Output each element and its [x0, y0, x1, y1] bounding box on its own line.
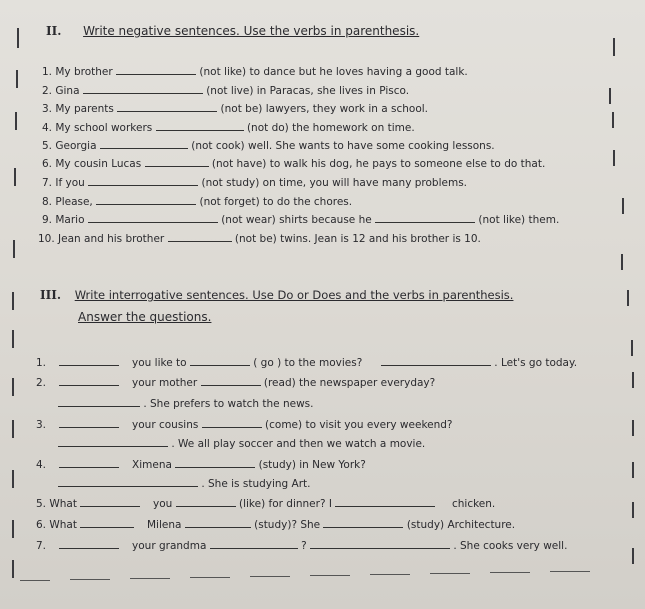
answer-blank[interactable]	[175, 457, 255, 468]
bottom-border-dash	[70, 579, 110, 580]
margin-mark	[14, 168, 16, 186]
answer-blank[interactable]	[96, 194, 196, 205]
margin-mark	[632, 548, 634, 564]
answer-blank[interactable]	[335, 496, 435, 507]
answer-blank[interactable]	[59, 375, 119, 386]
exercise-2-item-10: 10. Jean and his brother (not be) twins. Jean is 12 and his brother is 10.	[38, 233, 481, 245]
answer-blank[interactable]	[83, 83, 203, 94]
margin-mark	[12, 560, 14, 578]
margin-mark	[13, 240, 15, 258]
exercise-3-item-1: 1. you like to ( go ) to the movies? . Let's go today.	[36, 357, 578, 369]
margin-mark	[16, 70, 18, 88]
bottom-border-dash	[130, 578, 170, 579]
exercise-3-item-3-answer: . We all play soccer and then we watch a movie.	[58, 436, 425, 451]
section-2-numeral: II.	[46, 24, 62, 38]
exercise-3-item-4-answer: . She is studying Art.	[58, 476, 311, 491]
exercise-2-item-1: 1. My brother (not like) to dance but he loves having a good talk.	[42, 66, 468, 78]
answer-blank[interactable]	[210, 538, 298, 549]
margin-mark	[609, 88, 611, 104]
answer-blank[interactable]	[58, 396, 140, 407]
bottom-border-dash	[20, 580, 50, 581]
answer-blank[interactable]	[375, 212, 475, 223]
answer-blank[interactable]	[59, 538, 119, 549]
margin-mark	[12, 378, 14, 396]
exercise-2-item-7: 7. If you (not study) on time, you will have many problems.	[42, 177, 467, 189]
exercise-2-item-4: 4. My school workers (not do) the homework on time.	[42, 122, 415, 134]
margin-mark	[613, 38, 615, 56]
answer-blank[interactable]	[59, 417, 119, 428]
answer-blank[interactable]	[80, 496, 140, 507]
bottom-border-dash	[490, 572, 530, 573]
bottom-border-dash	[550, 571, 590, 572]
margin-mark	[612, 112, 614, 128]
answer-blank[interactable]	[201, 375, 261, 386]
exercise-3-item-2: 2. your mother (read) the newspaper everyday?	[36, 377, 436, 389]
margin-mark	[12, 520, 14, 538]
margin-mark	[631, 340, 633, 356]
section-3-instruction-2: Answer the questions.	[78, 310, 212, 324]
answer-blank[interactable]	[185, 517, 251, 528]
bottom-border-dash	[430, 573, 470, 574]
margin-mark	[12, 292, 14, 310]
answer-blank[interactable]	[58, 436, 168, 447]
exercise-3-item-5: 5. What you (like) for dinner? I chicken.	[36, 498, 496, 510]
margin-mark	[622, 198, 624, 214]
margin-mark	[15, 112, 17, 130]
margin-mark	[621, 254, 623, 270]
answer-blank[interactable]	[88, 175, 198, 186]
margin-mark	[12, 330, 14, 348]
section-2-heading	[46, 24, 419, 39]
margin-mark	[632, 462, 634, 478]
answer-blank[interactable]	[202, 417, 262, 428]
answer-blank[interactable]	[323, 517, 403, 528]
section-2-instruction: Write negative sentences. Use the verbs in parenthesis.	[83, 24, 420, 38]
margin-mark	[12, 420, 14, 438]
answer-blank[interactable]	[168, 231, 232, 242]
margin-mark	[632, 502, 634, 518]
answer-blank[interactable]	[176, 496, 236, 507]
exercise-2-item-3: 3. My parents (not be) lawyers, they work in a school.	[42, 103, 429, 115]
answer-blank[interactable]	[156, 120, 244, 131]
answer-blank[interactable]	[80, 517, 134, 528]
margin-mark	[632, 372, 634, 388]
answer-blank[interactable]	[116, 64, 196, 75]
bottom-border-dash	[250, 576, 290, 577]
bottom-border-dash	[370, 574, 410, 575]
answer-blank[interactable]	[145, 156, 209, 167]
margin-mark	[17, 28, 19, 48]
exercise-3-item-6: 6. What Milena (study)? She (study) Architecture.	[36, 519, 516, 531]
exercise-3-item-2-answer: . She prefers to watch the news.	[58, 396, 314, 411]
answer-blank[interactable]	[59, 457, 119, 468]
bottom-border-dash	[190, 577, 230, 578]
answer-blank[interactable]	[59, 355, 119, 366]
margin-mark	[627, 290, 629, 306]
margin-mark	[632, 420, 634, 436]
exercise-2-item-6: 6. My cousin Lucas (not have) to walk his dog, he pays to someone else to do that.	[42, 158, 546, 170]
section-3-subheading	[78, 310, 211, 325]
exercise-3-item-3: 3. your cousins (come) to visit you every weekend?	[36, 419, 453, 431]
margin-mark	[613, 150, 615, 166]
exercise-3-item-4: 4. Ximena (study) in New York?	[36, 459, 366, 471]
section-3-instruction: Write interrogative sentences. Use Do or Does and the verbs in parenthesis.	[74, 288, 514, 302]
exercise-2-item-5: 5. Georgia (not cook) well. She wants to have some cooking lessons.	[42, 140, 495, 152]
answer-blank[interactable]	[190, 355, 250, 366]
answer-blank[interactable]	[117, 101, 217, 112]
section-3-heading	[40, 288, 513, 303]
answer-blank[interactable]	[100, 138, 188, 149]
bottom-border-dash	[310, 575, 350, 576]
answer-blank[interactable]	[381, 355, 491, 366]
margin-mark	[12, 470, 14, 488]
section-3-numeral: III.	[40, 288, 62, 302]
answer-blank[interactable]	[88, 212, 218, 223]
exercise-3-item-7: 7. your grandma ? . She cooks very well.	[36, 540, 568, 552]
answer-blank[interactable]	[310, 538, 450, 549]
exercise-2-item-9: 9. Mario (not wear) shirts because he (not like) them.	[42, 214, 560, 226]
answer-blank[interactable]	[58, 476, 198, 487]
exercise-2-item-8: 8. Please, (not forget) to do the chores.	[42, 196, 353, 208]
exercise-2-item-2: 2. Gina (not live) in Paracas, she lives in Pisco.	[42, 85, 410, 97]
